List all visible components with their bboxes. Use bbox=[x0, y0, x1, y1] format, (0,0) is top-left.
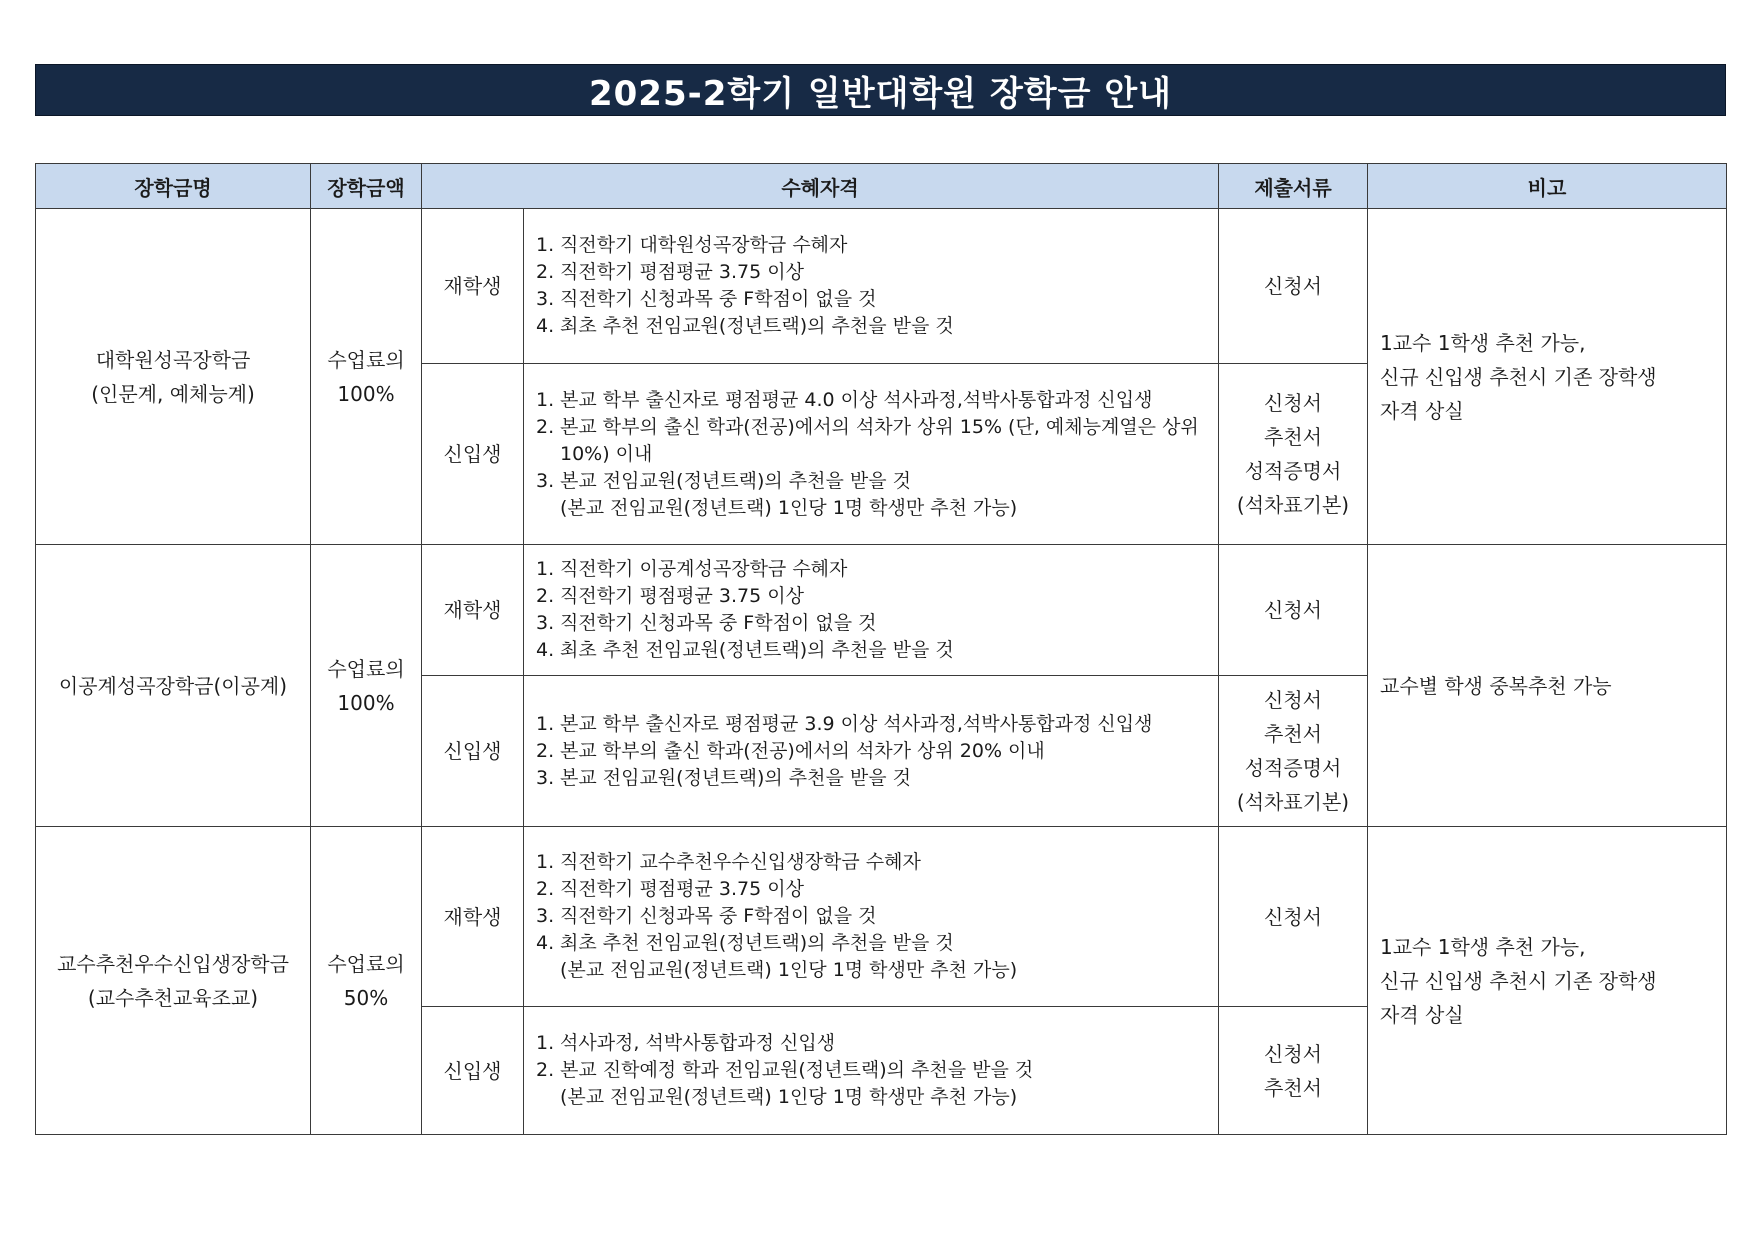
scholarship-name-cell bbox=[36, 827, 311, 1135]
eligibility-item: (본교 전임교원(정년트랙) 1인당 1명 학생만 추천 가능) bbox=[560, 959, 1018, 981]
eligibility-item bbox=[536, 849, 1204, 876]
eligibility-item bbox=[536, 1057, 1204, 1084]
scholarship-amount: 수업료의 bbox=[327, 656, 405, 681]
note-line: 교수별 학생 중복추천 가능 bbox=[1380, 673, 1612, 698]
eligibility-item bbox=[536, 610, 1204, 637]
documents-cell bbox=[1219, 364, 1368, 545]
note-cell bbox=[1368, 545, 1727, 827]
eligibility-item bbox=[536, 1030, 1204, 1057]
eligibility-list bbox=[536, 232, 1204, 340]
title-bar bbox=[35, 64, 1726, 116]
item-number: 4. bbox=[536, 639, 555, 661]
document-item: 신청서 bbox=[1264, 274, 1322, 298]
eligibility-item bbox=[536, 930, 1204, 957]
eligibility-cell bbox=[524, 209, 1219, 364]
item-text: 직전학기 신청과목 중 F학점이 없을 것 bbox=[560, 288, 877, 310]
eligibility-item bbox=[536, 414, 1204, 468]
item-text: 직전학기 평점평균 3.75 이상 bbox=[560, 261, 804, 283]
item-text: 직전학기 신청과목 중 F학점이 없을 것 bbox=[560, 905, 877, 927]
item-text: 직전학기 평점평균 3.75 이상 bbox=[560, 585, 804, 607]
document-item: (석차표기본) bbox=[1236, 790, 1350, 814]
note-line: 자격 상실 bbox=[1380, 1002, 1464, 1027]
eligibility-list bbox=[536, 556, 1204, 664]
table-row bbox=[36, 209, 1727, 364]
eligibility-item bbox=[536, 232, 1204, 259]
eligibility-item: (본교 전임교원(정년트랙) 1인당 1명 학생만 추천 가능) bbox=[560, 496, 1018, 519]
eligibility-item bbox=[536, 259, 1204, 286]
note-cell bbox=[1368, 827, 1727, 1135]
scholarship-name: 대학원성곡장학금 bbox=[95, 347, 251, 372]
eligibility-item bbox=[536, 556, 1204, 583]
eligibility-cell bbox=[524, 676, 1219, 827]
eligibility-list bbox=[536, 387, 1204, 522]
eligibility-cell bbox=[524, 364, 1219, 545]
item-number: 3. bbox=[536, 766, 555, 789]
documents-cell bbox=[1219, 676, 1368, 827]
eligibility-item bbox=[536, 876, 1204, 903]
scholarship-amount: 수업료의 bbox=[327, 951, 405, 976]
note-line: 자격 상실 bbox=[1380, 398, 1464, 423]
student-type: 신입생 bbox=[422, 364, 524, 545]
scholarship-amount-cell bbox=[311, 827, 422, 1135]
scholarship-name-cell bbox=[36, 209, 311, 545]
eligibility-item bbox=[536, 738, 1204, 765]
item-text: 직전학기 대학원성곡장학금 수혜자 bbox=[560, 234, 848, 256]
documents-cell bbox=[1219, 545, 1368, 676]
eligibility-list bbox=[536, 1030, 1204, 1111]
item-number: 2. bbox=[536, 585, 555, 607]
item-text: 최초 추천 전임교원(정년트랙)의 추천을 받을 것 bbox=[560, 932, 954, 954]
page-title: 2025-2학기 일반대학원 장학금 안내 bbox=[588, 73, 1173, 114]
item-text: 직전학기 신청과목 중 F학점이 없을 것 bbox=[560, 612, 877, 634]
item-text: 본교 진학예정 학과 전임교원(정년트랙)의 추천을 받을 것 bbox=[560, 1059, 1034, 1081]
item-number: 1. bbox=[536, 1032, 555, 1054]
document-item: 성적증명서 bbox=[1244, 756, 1342, 780]
eligibility-item bbox=[536, 468, 1204, 495]
document-item: 신청서 bbox=[1264, 598, 1322, 622]
item-text: 본교 전임교원(정년트랙)의 추천을 받을 것 bbox=[560, 766, 912, 789]
table-row bbox=[36, 827, 1727, 1007]
document-item: 추천서 bbox=[1264, 722, 1322, 746]
header-eligibility: 수혜자격 bbox=[422, 164, 1219, 209]
item-number: 4. bbox=[536, 932, 555, 954]
document-item: 신청서 bbox=[1264, 1041, 1322, 1066]
item-number: 3. bbox=[536, 905, 555, 927]
item-text: 본교 학부의 출신 학과(전공)에서의 석차가 상위 15% (단, 예체능계열은 상위 10%) 이내 bbox=[560, 415, 1199, 465]
item-number: 4. bbox=[536, 315, 555, 337]
eligibility-cell bbox=[524, 1007, 1219, 1135]
item-number: 2. bbox=[536, 261, 555, 283]
student-type: 재학생 bbox=[422, 827, 524, 1007]
item-number: 3. bbox=[536, 612, 555, 634]
eligibility-item bbox=[536, 637, 1204, 664]
header-amount: 장학금액 bbox=[311, 164, 422, 209]
item-number: 1. bbox=[536, 851, 555, 873]
scholarship-name-cell bbox=[36, 545, 311, 827]
item-number: 3. bbox=[536, 469, 555, 492]
item-text: 본교 학부의 출신 학과(전공)에서의 석차가 상위 20% 이내 bbox=[560, 739, 1045, 762]
item-number: 2. bbox=[536, 1059, 555, 1081]
note-line: 신규 신입생 추천시 기존 장학생 bbox=[1380, 364, 1657, 389]
item-text: 석사과정, 석박사통합과정 신입생 bbox=[560, 1032, 836, 1054]
document-item: 성적증명서 bbox=[1244, 459, 1342, 483]
item-text: 직전학기 이공계성곡장학금 수혜자 bbox=[560, 558, 848, 580]
note-line: 신규 신입생 추천시 기존 장학생 bbox=[1380, 968, 1657, 993]
table-row bbox=[36, 545, 1727, 676]
student-type: 신입생 bbox=[422, 1007, 524, 1135]
item-number: 1. bbox=[536, 558, 555, 580]
eligibility-item bbox=[536, 903, 1204, 930]
header-row bbox=[36, 164, 1727, 209]
scholarship-amount-cell bbox=[311, 209, 422, 545]
scholarship-amount-cell bbox=[311, 545, 422, 827]
eligibility-item bbox=[536, 387, 1204, 414]
eligibility-list bbox=[536, 711, 1204, 792]
eligibility-item bbox=[536, 711, 1204, 738]
item-text: 본교 학부 출신자로 평점평균 3.9 이상 석사과정,석박사통합과정 신입생 bbox=[560, 712, 1153, 735]
header-documents: 제출서류 bbox=[1219, 164, 1368, 209]
eligibility-item bbox=[536, 765, 1204, 792]
header-name: 장학금명 bbox=[36, 164, 311, 209]
documents-cell bbox=[1219, 827, 1368, 1007]
scholarship-name: (교수추천교육조교) bbox=[87, 985, 259, 1010]
eligibility-list bbox=[536, 849, 1204, 984]
note-cell bbox=[1368, 209, 1727, 545]
note-line: 1교수 1학생 추천 가능, bbox=[1380, 330, 1586, 355]
item-text: 직전학기 교수추천우수신입생장학금 수혜자 bbox=[560, 851, 921, 873]
item-text: 최초 추천 전임교원(정년트랙)의 추천을 받을 것 bbox=[560, 315, 954, 337]
item-number: 3. bbox=[536, 288, 555, 310]
eligibility-item bbox=[536, 313, 1204, 340]
document-item: 신청서 bbox=[1264, 688, 1322, 712]
student-type: 재학생 bbox=[422, 545, 524, 676]
item-number: 1. bbox=[536, 234, 555, 256]
scholarship-amount: 수업료의 bbox=[327, 347, 405, 372]
item-number: 1. bbox=[536, 712, 555, 735]
scholarship-name: 교수추천우수신입생장학금 bbox=[57, 951, 289, 976]
item-number: 2. bbox=[536, 739, 555, 762]
item-number: 1. bbox=[536, 388, 555, 411]
eligibility-cell bbox=[524, 545, 1219, 676]
document-item: (석차표기본) bbox=[1236, 493, 1350, 517]
eligibility-item bbox=[536, 583, 1204, 610]
eligibility-cell bbox=[524, 827, 1219, 1007]
item-text: 최초 추천 전임교원(정년트랙)의 추천을 받을 것 bbox=[560, 639, 954, 661]
document-item: 추천서 bbox=[1264, 1075, 1322, 1100]
item-number: 2. bbox=[536, 878, 555, 900]
scholarship-name: 이공계성곡장학금(이공계) bbox=[58, 673, 288, 698]
student-type: 재학생 bbox=[422, 209, 524, 364]
scholarship-table bbox=[35, 163, 1727, 1135]
scholarship-amount: 50% bbox=[343, 985, 389, 1010]
document-item: 신청서 bbox=[1264, 904, 1322, 929]
item-number: 2. bbox=[536, 415, 555, 438]
document-item: 추천서 bbox=[1264, 425, 1322, 449]
eligibility-item: (본교 전임교원(정년트랙) 1인당 1명 학생만 추천 가능) bbox=[560, 1086, 1018, 1108]
scholarship-amount: 100% bbox=[337, 381, 395, 406]
document-item: 신청서 bbox=[1264, 391, 1322, 415]
note-line: 1교수 1학생 추천 가능, bbox=[1380, 934, 1586, 959]
item-text: 본교 전임교원(정년트랙)의 추천을 받을 것 bbox=[560, 469, 912, 492]
documents-cell bbox=[1219, 209, 1368, 364]
item-text: 직전학기 평점평균 3.75 이상 bbox=[560, 878, 804, 900]
student-type: 신입생 bbox=[422, 676, 524, 827]
documents-cell bbox=[1219, 1007, 1368, 1135]
scholarship-name: (인문계, 예체능계) bbox=[91, 381, 255, 406]
scholarship-amount: 100% bbox=[337, 690, 395, 715]
header-note: 비고 bbox=[1368, 164, 1727, 209]
eligibility-item bbox=[536, 286, 1204, 313]
item-text: 본교 학부 출신자로 평점평균 4.0 이상 석사과정,석박사통합과정 신입생 bbox=[560, 388, 1153, 411]
